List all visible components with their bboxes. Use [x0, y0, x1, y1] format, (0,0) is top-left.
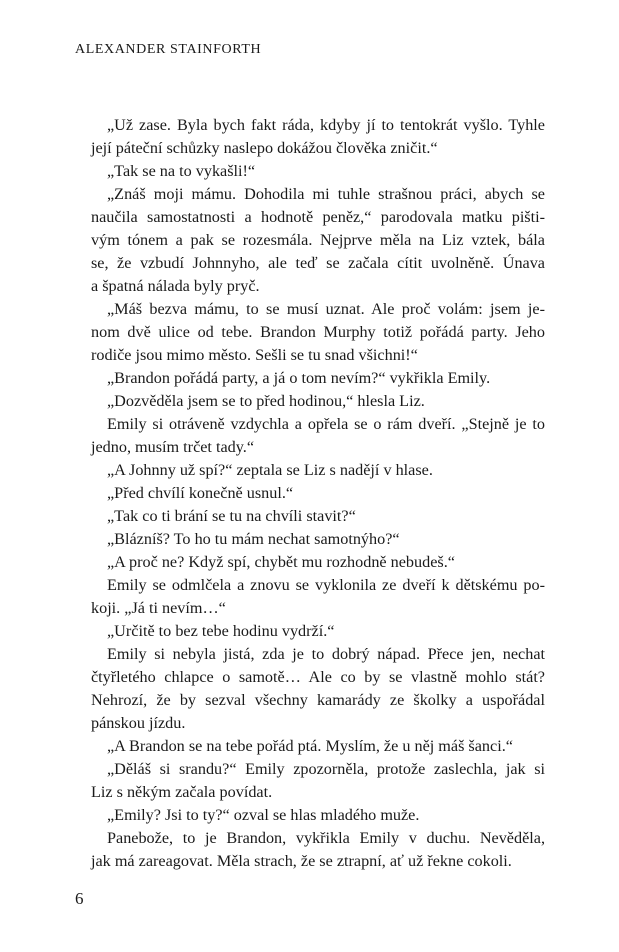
text-line: pánskou jízdu.	[91, 714, 186, 732]
paragraph	[75, 827, 545, 873]
text-line: „A Brandon se na tebe pořád ptá. Myslím, že u něj máš šanci.“	[107, 737, 513, 755]
paragraph	[75, 160, 545, 183]
page-number: 6	[75, 889, 84, 908]
paragraph	[75, 367, 545, 390]
paragraph	[75, 505, 545, 528]
text-line: čtyřletého chlapce o samotě… Ale co by se vlastně mohlo stát?	[91, 668, 545, 686]
running-head: ALEXANDER STAINFORTH	[75, 42, 262, 57]
text-line: „Dozvěděla jsem se to před hodinou,“ hlesla Liz.	[107, 392, 425, 410]
text-line: Emily si nebyla jistá, zda je to dobrý nápad. Přece jen, nechat	[107, 645, 545, 663]
text-line: se, že vzbudí Johnnyho, ale teď se začala cítit uvolněně. Únava	[91, 254, 545, 272]
text-line: Emily se odmlčela a znovu se vyklonila ze dveří k dětskému po-	[107, 576, 545, 594]
text-line: její páteční schůzky naslepo dokážou člověka zničit.“	[91, 139, 438, 157]
paragraph	[75, 758, 545, 804]
paragraph	[75, 413, 545, 459]
text-line: Nehrozí, že by sezval všechny kamarády ze školky a uspořádal	[91, 691, 545, 709]
text-line: „Máš bezva mámu, to se musí uznat. Ale proč volám: jsem je-	[107, 300, 545, 318]
text-line: rodiče jsou mimo město. Sešli se tu snad všichni!“	[91, 346, 418, 364]
paragraph	[75, 183, 545, 298]
paragraph	[75, 574, 545, 620]
body-text	[75, 114, 545, 873]
text-line: jedno, musím trčet tady.“	[91, 438, 255, 456]
text-line: „Už zase. Byla bych fakt ráda, kdyby jí to tentokrát vyšlo. Tyhle	[107, 116, 545, 134]
text-line: „Emily? Jsi to ty?“ ozval se hlas mladého muže.	[107, 806, 420, 824]
paragraph	[75, 551, 545, 574]
text-line: „Tak co ti brání se tu na chvíli stavit?“	[107, 507, 356, 525]
text-line: a špatná nálada byly pryč.	[91, 277, 260, 295]
text-line: nom dvě ulice od tebe. Brandon Murphy totiž pořádá party. Jeho	[91, 323, 545, 341]
paragraph	[75, 620, 545, 643]
paragraph	[75, 735, 545, 758]
text-line: „A Johnny už spí?“ zeptala se Liz s nadějí v hlase.	[107, 461, 433, 479]
paragraph	[75, 114, 545, 160]
paragraph	[75, 804, 545, 827]
paragraph	[75, 482, 545, 505]
text-line: „Znáš moji mámu. Dohodila mi tuhle strašnou práci, abych se	[107, 185, 545, 203]
paragraph	[75, 459, 545, 482]
text-line: „Děláš si srandu?“ Emily zpozorněla, protože zaslechla, jak si	[107, 760, 545, 778]
paragraph	[75, 643, 545, 735]
text-line: „A proč ne? Když spí, chybět mu rozhodně nebudeš.“	[107, 553, 455, 571]
text-line: „Tak se na to vykašli!“	[107, 162, 256, 180]
text-line: Liz s někým začala povídat.	[91, 783, 273, 801]
text-line: koji. „Já ti nevím…“	[91, 599, 226, 617]
text-line: naučila samostatnosti a hodnotě peněz,“ parodovala matku pišti-	[91, 208, 545, 226]
paragraph	[75, 390, 545, 413]
text-line: „Před chvílí konečně usnul.“	[107, 484, 294, 502]
text-line: „Blázníš? To ho tu mám nechat samotnýho?“	[107, 530, 400, 548]
text-line: vým tónem a pak se rozesmála. Nejprve měla na Liz vztek, bála	[91, 231, 545, 249]
paragraph	[75, 298, 545, 367]
text-line: Emily si otráveně vzdychla a opřela se o rám dveří. „Stejně je to	[107, 415, 545, 433]
paragraph	[75, 528, 545, 551]
text-line: „Určitě to bez tebe hodinu vydrží.“	[107, 622, 335, 640]
text-line: „Brandon pořádá party, a já o tom nevím?“ vykřikla Emily.	[107, 369, 491, 387]
text-line: Panebože, to je Brandon, vykřikla Emily v duchu. Nevěděla,	[107, 829, 545, 847]
text-line: jak má zareagovat. Měla strach, že se ztrapní, ať už řekne cokoli.	[91, 852, 512, 870]
